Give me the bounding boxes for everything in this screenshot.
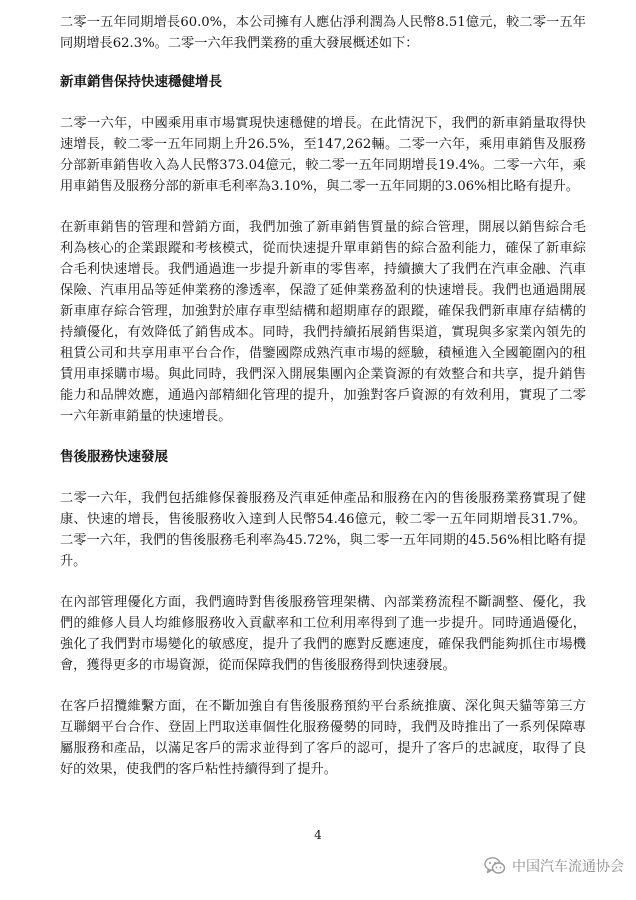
paragraph: 二零一六年，中國乘用車市場實現快速穩健的增長。在此情況下，我們的新車銷量取得快速增長，較二零一五年同期上升26.5%，至147,262輛。二零一六年，乘用車銷售及服務分部新車銷售收入為人民幣373.04億元，較二零一五年同期增長19.4%。二零一六年，乘用車銷售及服務分部的新車毛利率為3.10%，與二零一五年同期的3.06%相比略有提升。 <box>60 116 586 194</box>
document-body <box>60 12 586 800</box>
watermark-text: 中国汽车流通协会 <box>512 859 624 875</box>
page-number: 4 <box>314 828 322 842</box>
paragraph: 在內部管理優化方面，我們適時對售後服務管理架構、內部業務流程不斷調整、優化，我們的維修人員人均維修服務收入貢獻率和工位利用率得到了進一步提升。同時通過優化，強化了我們對市場變化的敏感度，提升了我們的應對反應速度，確保我們能夠抓住市場機會，獲得更多的市場資源，從而保障我們的售後服務得到快速發展。 <box>60 595 586 673</box>
section-heading-new-car-sales: 新車銷售保持快速穩健增長 <box>60 74 222 90</box>
paragraph: 在新車銷售的管理和營銷方面，我們加強了新車銷售質量的綜合管理，開展以銷售綜合毛利為核心的企業跟蹤和考核模式，從而快速提升單車銷售的綜合盈利能力，確保了新車綜合毛利快速增長。我們通過進一步提升新車的零售率，持續擴大了我們在汽車金融、汽車保險、汽車用品等延伸業務的滲透率，保證了延伸業務盈利的快速增長。我們也通過開展新車庫存綜合管理，加強對於庫存車型結構和超期庫存的跟蹤，確保我們新車庫存結構的持續優化，有效降低了銷售成本。同時，我們持續拓展銷售渠道，實現與多家業內領先的租賃公司和共享用車平台合作，借鑒國際成熟汽車市場的經驗，積極進入全國範圍內的租賃用車採購市場。與此同時，我們深入開展集團內企業資源的有效整合和共享，提升銷售能力和品牌效應，通過內部精細化管理的提升，加強對客戶資源的有效利用，實現了二零一六年新車銷量的快速增長。 <box>60 220 586 424</box>
watermark <box>484 856 624 876</box>
section-heading-after-sales: 售後服務快速發展 <box>60 449 168 465</box>
paragraph: 二零一六年，我們包括維修保養服務及汽車延伸產品和服務在內的售後服務業務實現了健康、快速的增長，售後服務收入達到人民幣54.46億元，較二零一五年同期增長31.7%。二零一六年，我們的售後服務毛利率為45.72%，與二零一五年同期的45.56%相比略有提升。 <box>60 491 586 569</box>
wechat-icon <box>484 856 506 876</box>
intro-paragraph: 二零一五年同期增長60.0%，本公司擁有人應佔淨利潤為人民幣8.51億元，較二零一五年同期增長62.3%。二零一六年我們業務的重大發展概述如下： <box>60 15 586 51</box>
paragraph: 在客戶招攬維繫方面，在不斷加強自有售後服務預約平台系統推廣、深化與天貓等第三方互聯網平台合作、登固上門取送車個性化服務優勢的同時，我們及時推出了一系列保障專屬服務和產品，以滿足客戶的需求並得到了客戶的認可，提升了客戶的忠誠度，取得了良好的效果，使我們的客戶粘性持續得到了提升。 <box>60 699 586 777</box>
